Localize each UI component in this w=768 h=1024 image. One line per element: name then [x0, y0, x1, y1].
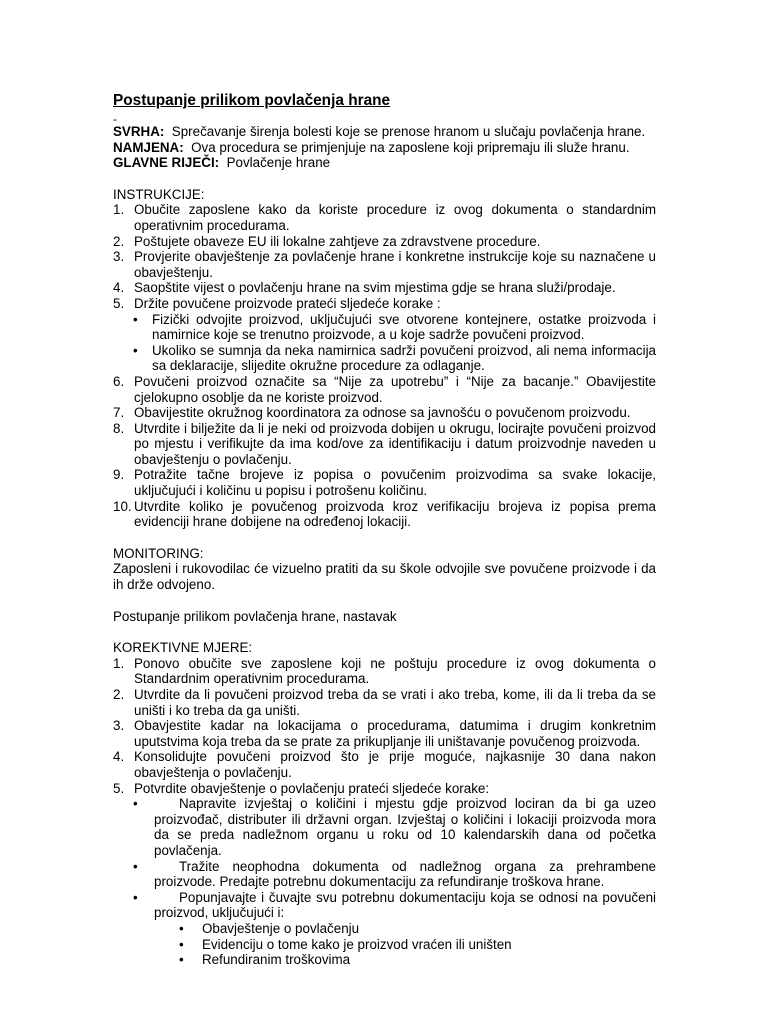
list-item: 2. Poštujete obaveze EU ili lokalne zahtjeve za zdravstvene procedure. — [113, 233, 541, 249]
keywords-label: GLAVNE RIJEČI: — [113, 155, 220, 171]
bullet-icon: • — [133, 858, 138, 874]
keywords-text: Povlačenje hrane — [226, 155, 331, 171]
step5-bullets — [113, 312, 656, 374]
scope-line — [113, 140, 656, 156]
list-item: 9. Potražite tačne brojeve iz popisa o povučenim proizvodima sa svake lokacije, uključujući i količinu u popisu i potrošenu količinu. — [113, 467, 656, 499]
bullet-icon: • — [133, 311, 138, 327]
list-item: 8. Utvrdite i bilježite da li je neki od proizvoda dobijen u okrugu, locirajte povučeni proizvod po mjestu i verifikujte da ima kod/ove za identifikaciju i datum proizvodnje naveden u obavještenju o povlačenju. — [113, 420, 656, 467]
keywords-line — [113, 155, 656, 171]
list-item: 5. Držite povučene proizvode prateći sljedeće korake : — [113, 295, 441, 311]
list-item: 5. Potvrdite obavještenje o povlačenju prateći sljedeće korake: — [113, 780, 490, 796]
list-item: 3. Obavjestite kadar na lokacijama o procedurama, datumima i drugim konkretnim uputstvima koja treba da se prate za prikupljanje ili uništavanje povučenog proizvoda. — [113, 718, 656, 749]
bullet-icon: • — [179, 936, 184, 952]
bullet-item: • Popunjavajte i čuvajte svu potrebnu dokumentaciju koja se odnosi na povučeni proizvod, uključujući i: — [133, 889, 656, 921]
list-item: 4. Saopštite vijest o povlačenju hrane na svim mjestima gdje se hrana služi/prodaje. — [113, 280, 616, 296]
bullet-icon: • — [179, 952, 184, 968]
corrective-heading: KOREKTIVNE MJERE: — [113, 640, 253, 656]
bullet-icon: • — [179, 920, 184, 936]
bullet-item: • Tražite neophodna dokumenta od nadležnog organa za prehrambene proizvode. Predajte potrebnu dokumentaciju za refundiranje troškova hrane. — [133, 858, 656, 890]
sub-bullet-item: • Obavještenje o povlačenju — [179, 920, 360, 936]
list-item: 2. Utvrdite da li povučeni proizvod treba da se vrati i ako treba, kome, ili da li treba da se uništi i ko treba da ga uništi. — [113, 687, 656, 718]
list-item: 6. Povučeni proizvod označite sa “Nije za upotrebu” i “Nije za bacanje.” Obavijestite cjelokupno osoblje da ne koriste proizvod. — [113, 373, 656, 405]
bullet-icon: • — [133, 889, 138, 905]
instructions-list — [113, 202, 656, 311]
document-body — [113, 92, 656, 968]
continuation-title: Postupanje prilikom povlačenja hrane, nastavak — [113, 608, 397, 624]
monitoring-text: Zaposleni i rukovodilac će vizuelno pratiti da su škole odvojile sve povučene proizvode i da ih drže odvojeno. — [113, 561, 656, 593]
meta-block — [113, 124, 656, 171]
monitoring-heading: MONITORING: — [113, 545, 204, 561]
list-item: 4. Konsolidujte povučeni proizvod što je prije moguće, najkasnije 30 dana nakon obavještenja o povlačenju. — [113, 749, 656, 780]
scope-text: Ova procedura se primjenjuje na zaposlene koji pripremaju ili služe hranu. — [191, 139, 630, 155]
purpose-line — [113, 124, 656, 140]
title-separator: - — [113, 112, 117, 126]
bullet-item: • Fizički odvojite proizvod, uključujući sve otvorene kontejnere, ostatke proizvoda i namirnice koje se trenutno proizvode, a u koje sadrže povučeni proizvod. — [133, 311, 656, 343]
bullet-icon: • — [133, 342, 138, 358]
list-item: 10. Utvrdite koliko je povučenog proizvoda kroz verifikaciju brojeva iz popisa prema evidenciji hrane dobijene na određenoj lokaciji. — [113, 498, 656, 530]
bullet-item: • Ukoliko se sumnja da neka namirnica sadrži povučeni proizvod, ali nema informacija sa deklaracije, slijedite okružne procedure za odlaganje. — [133, 342, 656, 374]
bullet-icon: • — [133, 796, 138, 812]
sub-bullet-item: • Refundiranim troškovima — [179, 952, 351, 968]
bullet-item: • Napravite izvještaj o količini i mjestu gdje proizvod lociran da bi ga uzeo proizvođač, distributer ili državni organ. Izvještaj o količini i lokaciji proizvoda mora da se preda nadležnom organu u roku od 10 kalendarskih dana od početka povlačenja. — [133, 796, 656, 858]
instructions-list-continued — [113, 374, 656, 530]
list-item: 1. Obučite zaposlene kako da koriste procedure iz ovog dokumenta o standardnim operativnim procedurama. — [113, 202, 656, 233]
sub-bullet-item: • Evidenciju o tome kako je proizvod vraćen ili uništen — [179, 936, 512, 952]
documentation-sub-bullets — [113, 921, 656, 968]
list-item: 1. Ponovo obučite sve zaposlene koji ne poštuju procedure iz ovog dokumenta o Standardnim operativnim procedurama. — [113, 655, 656, 687]
scope-label: NAMJENA: — [113, 139, 184, 155]
list-item: 7. Obavijestite okružnog koordinatora za odnose sa javnošću o povučenom proizvodu. — [113, 405, 631, 421]
purpose-label: SVRHA: — [113, 124, 165, 139]
purpose-text: Sprečavanje širenja bolesti koje se prenose hranom u slučaju povlačenja hrane. — [171, 124, 646, 139]
corrective-list — [113, 656, 656, 796]
instructions-heading: INSTRUKCIJE: — [113, 186, 205, 202]
list-item: 3. Provjerite obavještenje za povlačenje hrane i konkretne instrukcije koje su naznačene u obavještenju. — [113, 249, 656, 280]
corrective-step5-bullets — [113, 796, 656, 921]
document-title: Postupanje prilikom povlačenja hrane — [113, 92, 391, 109]
